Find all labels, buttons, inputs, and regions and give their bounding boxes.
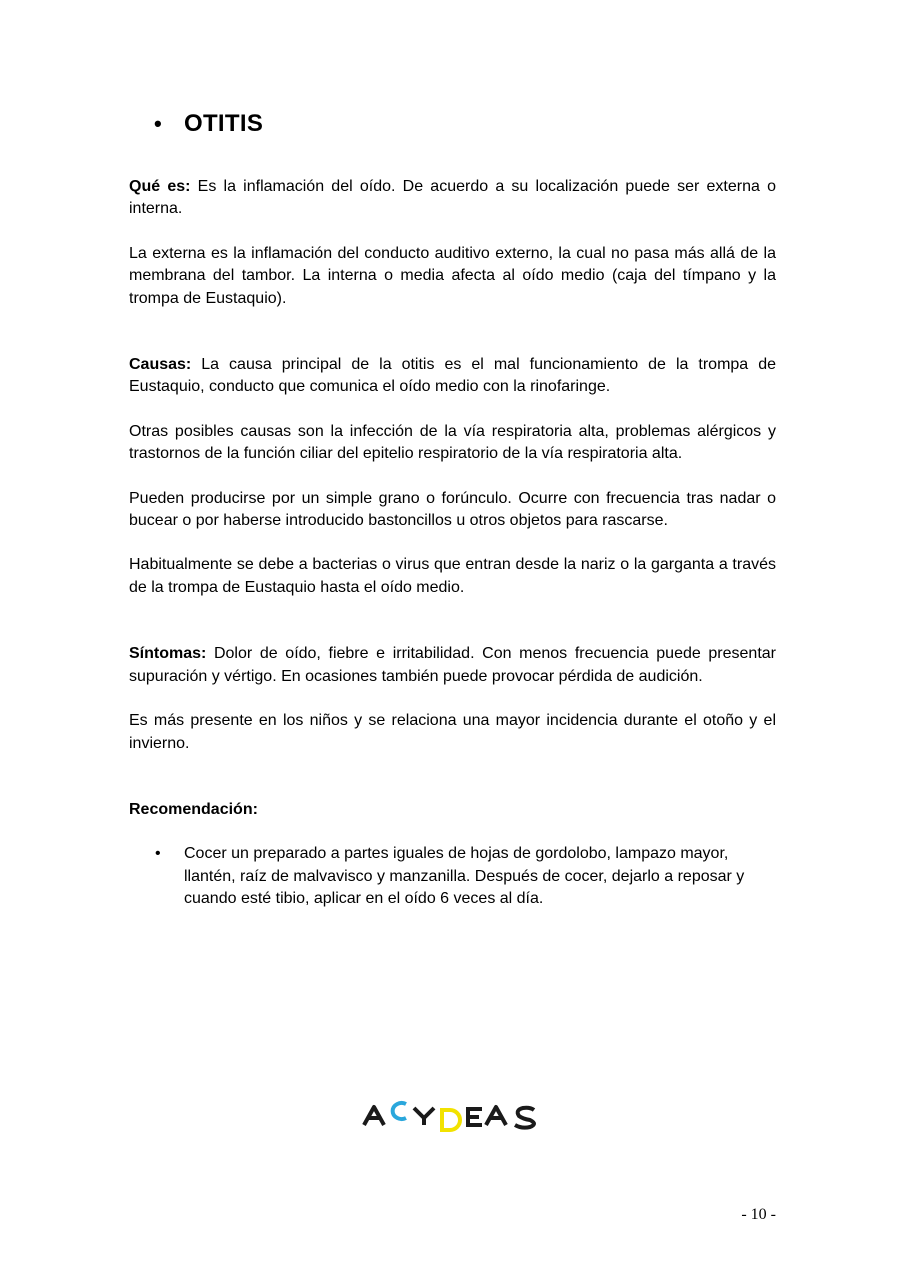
recomendacion-label: Recomendación: [129,800,258,818]
causas-label: Causas: [129,356,192,374]
page-number: - 10 - [741,1206,776,1223]
recomendacion-heading [129,799,776,821]
section-heading [154,110,263,138]
causas-text: La causa principal de la otitis es el mal funcionamiento de la trompa de Eustaquio, conducto que comunica el oído medio con la rinofaringe. [129,356,776,396]
list-item [155,843,776,910]
causas-paragraph [129,354,776,399]
ninos-paragraph: Es más presente en los niños y se relaciona una mayor incidencia durante el otoño y el invierno. [129,712,776,752]
externa-paragraph: La externa es la inflamación del conducto auditivo externo, la cual no pasa más allá de la membrana del tambor. La interna o media afecta al oído medio (caja del tímpano y la trompa de Eustaquio). [129,244,776,307]
habitualmente-paragraph: Habitualmente se debe a bacterias o virus que entran desde la nariz o la garganta a través de la trompa de Eustaquio hasta el oído medio. [129,556,776,596]
recomendacion-list [129,843,776,910]
sintomas-text: Dolor de oído, fiebre e irritabilidad. Con menos frecuencia puede presentar supuración y vértigo. En ocasiones también puede provocar pérdida de audición. [129,645,776,685]
otras-causas-paragraph: Otras posibles causas son la infección de la vía respiratoria alta, problemas alérgicos y trastornos de la función ciliar del epitelio respiratorio de la vía respiratoria alta. [129,422,776,463]
sintomas-label: Síntomas: [129,645,207,663]
acydeas-logo [362,1098,542,1134]
list-bullet: • [155,845,161,863]
document-body [129,176,776,911]
que-es-paragraph [129,176,776,221]
heading-title: OTITIS [184,110,264,137]
sintomas-paragraph [129,643,776,688]
que-es-text: Es la inflamación del oído. De acuerdo a su localización puede ser externa o interna. [129,178,777,218]
pueden-paragraph: Pueden producirse por un simple grano o forúnculo. Ocurre con frecuencia tras nadar o bucear o por haberse introducido bastoncillos u otros objetos para rascarse. [129,489,776,530]
que-es-label: Qué es: [129,178,191,195]
heading-bullet: • [154,111,163,136]
list-item-text: Cocer un preparado a partes iguales de hojas de gordolobo, lampazo mayor, llantén, raíz de malvavisco y manzanilla. Después de cocer, dejarlo a reposar y cuando esté tibio, aplicar en el oído 6 veces al día. [184,845,745,908]
